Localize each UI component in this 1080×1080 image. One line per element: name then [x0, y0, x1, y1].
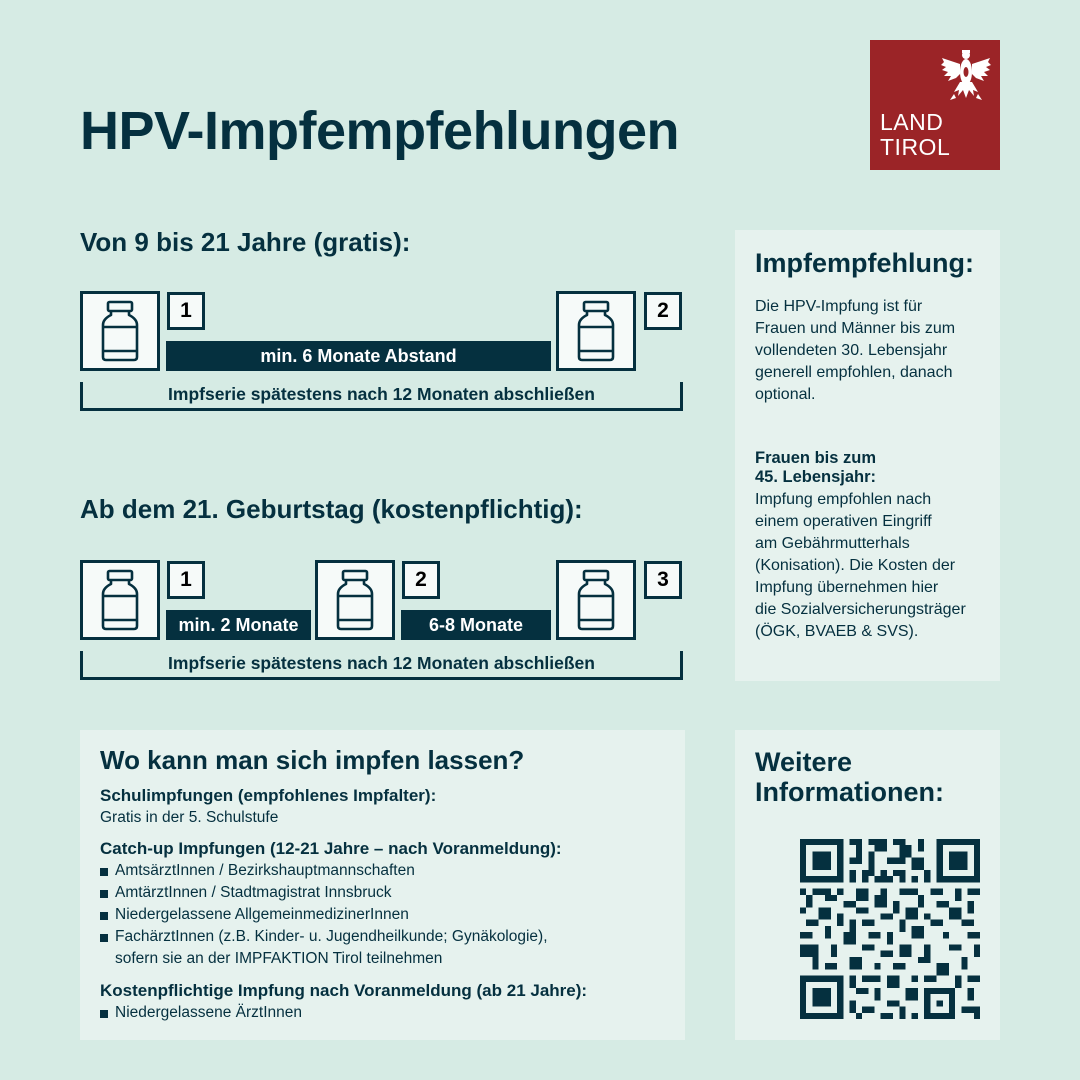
interval-bar: 6-8 Monate	[401, 610, 551, 640]
bullet-icon	[100, 1010, 108, 1018]
dose-1-vial	[80, 560, 160, 640]
vaccine-vial-icon	[576, 569, 616, 631]
paid-list	[100, 1002, 302, 1024]
text-line: (Konisation). Die Kosten der	[755, 557, 956, 574]
list-item-text: Niedergelassene ÄrztInnen	[115, 1004, 302, 1021]
qr-code-icon[interactable]	[800, 839, 980, 1019]
dose-1-vial	[80, 291, 160, 371]
text-line: Impfung übernehmen hier	[755, 579, 939, 596]
schedule-paid-heading: Ab dem 21. Geburtstag (kostenpflichtig):	[80, 494, 583, 524]
interval-bar: min. 2 Monate	[166, 610, 311, 640]
vaccine-vial-icon	[335, 569, 375, 631]
where-to-vaccinate-panel	[80, 730, 685, 1040]
logo-wordmark	[880, 110, 950, 160]
text-line: Impfung empfohlen nach	[755, 491, 932, 508]
vaccine-vial-icon	[100, 569, 140, 631]
list-item	[100, 1002, 302, 1024]
more-info-title	[755, 747, 944, 807]
text-line: vollendeten 30. Lebensjahr	[755, 342, 948, 359]
text-line: einem operativen Eingriff	[755, 513, 932, 530]
logo-line-tirol: TIROL	[880, 134, 951, 160]
bullet-icon	[100, 934, 108, 942]
recommendation-text	[755, 296, 955, 406]
text-line: Die HPV-Impfung ist für	[755, 298, 923, 315]
catchup-list	[100, 860, 548, 970]
title-line: Weitere	[755, 747, 853, 777]
recommendation-panel	[735, 230, 1000, 681]
dose-number-badge: 3	[644, 561, 682, 599]
bullet-icon	[100, 868, 108, 876]
recommendation-title: Impfempfehlung:	[755, 248, 974, 278]
women-text	[755, 489, 966, 643]
text-line: generell empfohlen, danach	[755, 364, 953, 381]
list-item-text: AmtärztInnen / Stadtmagistrat Innsbruck	[115, 884, 392, 901]
catchup-heading: Catch-up Impfungen (12-21 Jahre – nach Voranmeldung):	[100, 839, 562, 858]
list-item-text: Niedergelassene AllgemeinmedizinerInnen	[115, 906, 409, 923]
text-line: die Sozialversicherungsträger	[755, 601, 966, 618]
list-item-text: AmtsärztInnen / Bezirkshauptmannschaften	[115, 862, 415, 879]
dose-2-vial	[556, 291, 636, 371]
page-title: HPV-Impfempfehlungen	[80, 101, 680, 161]
dose-number-badge: 2	[644, 292, 682, 330]
text-line: optional.	[755, 386, 816, 403]
bullet-icon	[100, 890, 108, 898]
series-bracket: Impfserie spätestens nach 12 Monaten abschließen	[80, 382, 683, 411]
dose-number-badge: 1	[167, 561, 205, 599]
list-item	[100, 926, 548, 948]
list-item	[100, 882, 548, 904]
paid-heading: Kostenpflichtige Impfung nach Voranmeldung (ab 21 Jahre):	[100, 981, 588, 1000]
title-line: Informationen:	[755, 777, 944, 807]
school-heading: Schulimpfungen (empfohlenes Impfalter):	[100, 786, 437, 805]
where-title: Wo kann man sich impfen lassen?	[100, 745, 525, 775]
dose-number-badge: 1	[167, 292, 205, 330]
women-heading	[755, 449, 876, 487]
text-line: am Gebährmutterhals	[755, 535, 910, 552]
more-info-panel	[735, 730, 1000, 1040]
interval-bar: min. 6 Monate Abstand	[166, 341, 551, 371]
heading-line: Frauen bis zum	[755, 449, 877, 467]
land-tirol-logo	[870, 40, 1000, 170]
schedule-free-heading: Von 9 bis 21 Jahre (gratis):	[80, 227, 411, 257]
vaccine-vial-icon	[576, 300, 616, 362]
vaccine-vial-icon	[100, 300, 140, 362]
heading-line: 45. Lebensjahr:	[755, 468, 877, 486]
dose-2-vial	[315, 560, 395, 640]
list-item-continuation: sofern sie an der IMPFAKTION Tirol teilnehmen	[115, 950, 443, 967]
logo-line-land: LAND	[880, 109, 944, 135]
bullet-icon	[100, 912, 108, 920]
school-text: Gratis in der 5. Schulstufe	[100, 809, 279, 826]
dose-number-badge: 2	[402, 561, 440, 599]
text-line: (ÖGK, BVAEB & SVS).	[755, 623, 919, 640]
list-item-text: FachärztInnen (z.B. Kinder- u. Jugendheilkunde; Gynäkologie),	[115, 928, 548, 945]
tyrol-eagle-icon	[940, 48, 992, 102]
series-bracket: Impfserie spätestens nach 12 Monaten abschließen	[80, 651, 683, 680]
dose-3-vial	[556, 560, 636, 640]
text-line: Frauen und Männer bis zum	[755, 320, 956, 337]
list-item	[100, 904, 548, 926]
list-item	[100, 860, 548, 882]
